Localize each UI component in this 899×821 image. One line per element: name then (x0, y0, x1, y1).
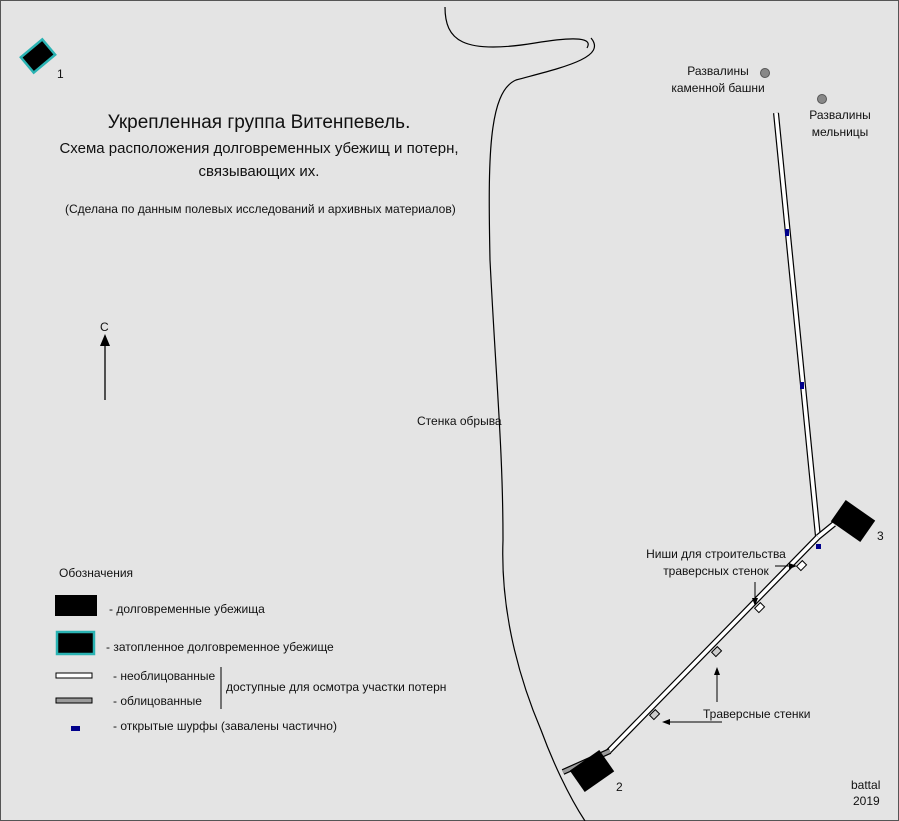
legend-lined-text: - облицованные (113, 694, 202, 708)
mill-ruins-label-1: Развалины (809, 108, 871, 122)
traverse-arrowhead-2 (662, 719, 670, 725)
open-pit-2 (800, 382, 804, 389)
tower-ruins-label-1: Развалины (687, 64, 749, 78)
author-label: battal (851, 778, 881, 792)
source-note: (Сделана по данным полевых исследований и архивных материалов) (65, 202, 456, 216)
legend-lined-symbol (56, 698, 92, 703)
legend-shelters-text: - долговременные убежища (109, 602, 265, 616)
niche-1 (797, 561, 807, 571)
subtitle-line-1: Схема расположения долговременных убежищ и потерн, (59, 140, 459, 157)
shelter-3-number: 3 (877, 529, 884, 543)
cliff-label: Стенка обрыва (417, 414, 502, 428)
shelter-1-number: 1 (57, 67, 64, 81)
traverse-arrowhead-1 (714, 667, 720, 675)
niches-label-2: траверсных стенок (663, 564, 769, 578)
legend-pit-symbol (71, 726, 80, 731)
tunnel-connector (818, 524, 834, 537)
legend-pits-text: - открытые шурфы (завалены частично) (113, 719, 337, 733)
traverse-walls-label: Траверсные стенки (703, 707, 811, 721)
legend-title: Обозначения (59, 566, 134, 580)
north-arrow-icon (100, 334, 110, 346)
open-pit-1 (785, 229, 789, 236)
page-title: Укрепленная группа Витенпевель. (107, 112, 411, 133)
legend-unlined-symbol (56, 673, 92, 678)
legend-shelter-symbol (55, 595, 97, 616)
niches-label-1: Ниши для строительства (646, 547, 786, 561)
subtitle-line-2: связывающих их. (198, 163, 320, 180)
north-label: С (100, 320, 109, 334)
legend-flooded-symbol (57, 632, 94, 654)
shelter-2 (570, 750, 614, 792)
tower-ruins-label-2: каменной башни (671, 81, 765, 95)
mill-ruins-marker (818, 95, 827, 104)
legend-accessible-text: доступные для осмотра участки потерн (226, 680, 447, 694)
legend-unlined-text: - необлицованные (113, 669, 216, 683)
shelter-2-number: 2 (616, 780, 623, 794)
shelter-3 (831, 500, 875, 542)
mill-ruins-label-2: мельницы (811, 125, 869, 139)
year-label: 2019 (853, 794, 880, 808)
legend-flooded-text: - затопленное долговременное убежище (106, 640, 334, 654)
tunnel-unlined-north (776, 113, 818, 537)
open-pit-3 (816, 544, 821, 549)
flooded-shelter-1 (21, 39, 55, 72)
